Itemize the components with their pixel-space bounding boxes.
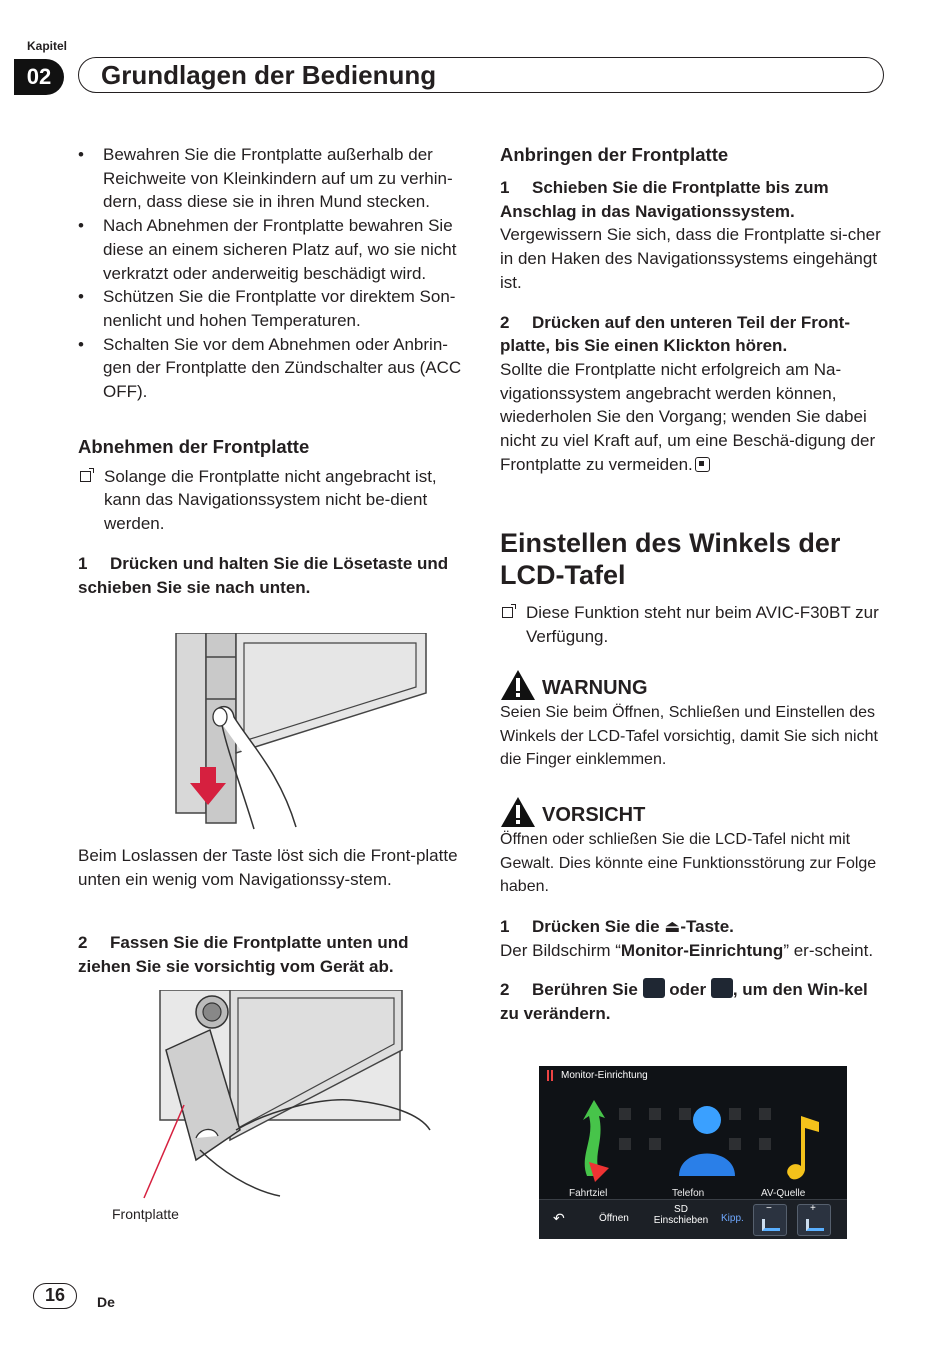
step-number: 2 [500, 980, 510, 1000]
open-button[interactable]: Öffnen [599, 1213, 629, 1224]
step-text: Drücken Sie die [532, 917, 665, 937]
step-text-suffix: , um den Win-kel zu verändern. [500, 980, 868, 1024]
caution-heading [500, 796, 890, 828]
list-item: • Schützen Sie die Frontplatte vor direktem Son-nenlicht und hohen Temperaturen. [78, 285, 468, 332]
plus-icon: + [810, 1203, 816, 1214]
step-description [500, 358, 890, 477]
list-item: • Nach Abnehmen der Frontplatte bewahren Sie diese an einem sicheren Platz auf, wo sie nicht verkratzt oder anderweitig beschädigt wird. [78, 214, 468, 285]
step-description-text: Sollte die Frontplatte nicht erfolgreich am Na-vigationssystem angebracht werden können, wiederholen Sie den Vorgang; wenden Sie dabei nicht zu viel Kraft auf, um eine Beschä-digung der Frontplatte zu vermeiden. [500, 359, 876, 474]
step-text: Schieben Sie die Frontplatte bis zum Anschlag in das Navigationssystem. [500, 178, 829, 221]
note-text: Diese Funktion steht nur beim AVIC-F30BT zur Verfügung. [526, 603, 879, 647]
screen-title: Monitor-Einrichtung [561, 1070, 648, 1081]
menu-icons [539, 1086, 847, 1196]
step-text: Drücken auf den unteren Teil der Front-platte, bis Sie einen Klickton hören. [500, 312, 850, 356]
note-icon [502, 607, 513, 618]
step-text-suffix: -Taste. [680, 917, 734, 937]
bullet-list [78, 143, 468, 404]
sd-insert-button[interactable] [651, 1204, 711, 1226]
section-title-abnehmen: Abnehmen der Frontplatte [78, 435, 310, 457]
end-mark-icon [695, 457, 710, 472]
step-description [500, 939, 890, 963]
step-number: 1 [500, 178, 510, 197]
category-label[interactable]: Telefon [672, 1188, 705, 1199]
remove-frontplate-illustration [140, 990, 440, 1200]
insert-label: Einschieben [653, 1215, 709, 1226]
section-heading-lcd: Einstellen des Winkels der LCD-Tafel [500, 528, 841, 591]
step-tilt [500, 978, 890, 1025]
language-label: De [97, 1294, 115, 1310]
caution-triangle-icon [500, 796, 536, 828]
settings-icon [547, 1070, 553, 1081]
tilt-up-button[interactable] [797, 1204, 831, 1236]
chapter-label: Kapitel [27, 39, 68, 53]
warning-text: Seien Sie beim Öffnen, Schließen und Einstellen des Winkels der LCD-Tafel vorsichtig, damit Sie sich nicht die Finger einklemmen. [500, 703, 878, 769]
chapter-title-box [78, 57, 884, 93]
tilt-down-button[interactable] [753, 1204, 787, 1236]
after-step-text: Beim Loslassen der Taste löst sich die Front-platte unten ein wenig vom Navigationssy-stem. [78, 846, 458, 889]
list-item: • Bewahren Sie die Frontplatte außerhalb der Reichweite von Kleinkindern auf um zu verhin-dern, dass diese sie in ihren Mund stecken. [78, 143, 468, 214]
warning-triangle-icon [500, 669, 536, 701]
screen-toolbar [539, 1199, 847, 1239]
warning-title: WARNUNG [542, 677, 648, 700]
release-button-illustration [170, 633, 430, 833]
page-number: 16 [33, 1283, 77, 1309]
tilt-up-icon [711, 978, 733, 998]
category-label[interactable]: AV-Quelle [761, 1188, 806, 1199]
step-text: Drücken und halten Sie die Lösetaste und schieben Sie sie nach unten. [78, 553, 449, 597]
step-description-text: Der Bildschirm “ [500, 940, 621, 960]
step-text-mid: oder [664, 980, 711, 1000]
step-2 [78, 931, 458, 978]
monitor-setup-screenshot [539, 1066, 847, 1239]
step-number: 2 [78, 933, 88, 952]
step-eject [500, 915, 890, 939]
step-description: Vergewissern Sie sich, dass die Frontplatte si-cher in den Haken des Navigationssystems eingehängt ist. [500, 225, 881, 292]
back-button[interactable]: ↶ [553, 1210, 565, 1226]
list-item: • Schalten Sie vor dem Abnehmen oder Anbrin-gen der Frontplatte den Zündschalter aus (ACC OFF). [78, 333, 468, 404]
note-icon [80, 471, 91, 482]
category-label[interactable]: Fahrtziel [569, 1188, 608, 1199]
step-text: Berühren Sie [532, 980, 643, 1000]
note [500, 601, 890, 648]
tilt-down-icon [762, 1219, 780, 1231]
tilt-up-icon [806, 1219, 824, 1231]
step-number: 1 [78, 553, 88, 573]
chapter-title: Grundlagen der Bedienung [101, 60, 437, 90]
note-text: Solange die Frontplatte nicht angebracht ist, kann das Navigationssystem nicht be-dient werden. [104, 466, 437, 534]
step-1 [500, 176, 890, 223]
eject-icon: ⏏ [664, 917, 681, 937]
step-description-suffix: ” er-scheint. [783, 940, 874, 960]
step-text: Fassen Sie die Frontplatte unten und ziehen Sie sie vorsichtig vom Gerät ab. [78, 933, 409, 976]
right-column [500, 143, 890, 1026]
tilt-down-icon [643, 978, 665, 998]
monitor-setup-label: Monitor-Einrichtung [620, 940, 784, 960]
step-number: 1 [500, 917, 510, 937]
left-column [78, 143, 468, 976]
frontplatte-caption: Frontplatte [112, 1206, 179, 1222]
step-number: 2 [500, 312, 510, 332]
step-1 [78, 552, 468, 599]
warning-heading [500, 669, 890, 701]
step-2 [500, 311, 890, 358]
caution-title: VORSICHT [542, 804, 646, 827]
caution-text: Öffnen oder schließen Sie die LCD-Tafel nicht mit Gewalt. Dies könnte eine Funktionsstörung zur Folge haben. [500, 830, 877, 896]
tilt-label: Kipp. [721, 1213, 744, 1224]
section-title-anbringen: Anbringen der Frontplatte [500, 144, 729, 165]
chapter-number: 02 [14, 59, 64, 95]
minus-icon: − [766, 1203, 772, 1214]
note [78, 465, 468, 536]
sd-label: SD [674, 1204, 688, 1215]
